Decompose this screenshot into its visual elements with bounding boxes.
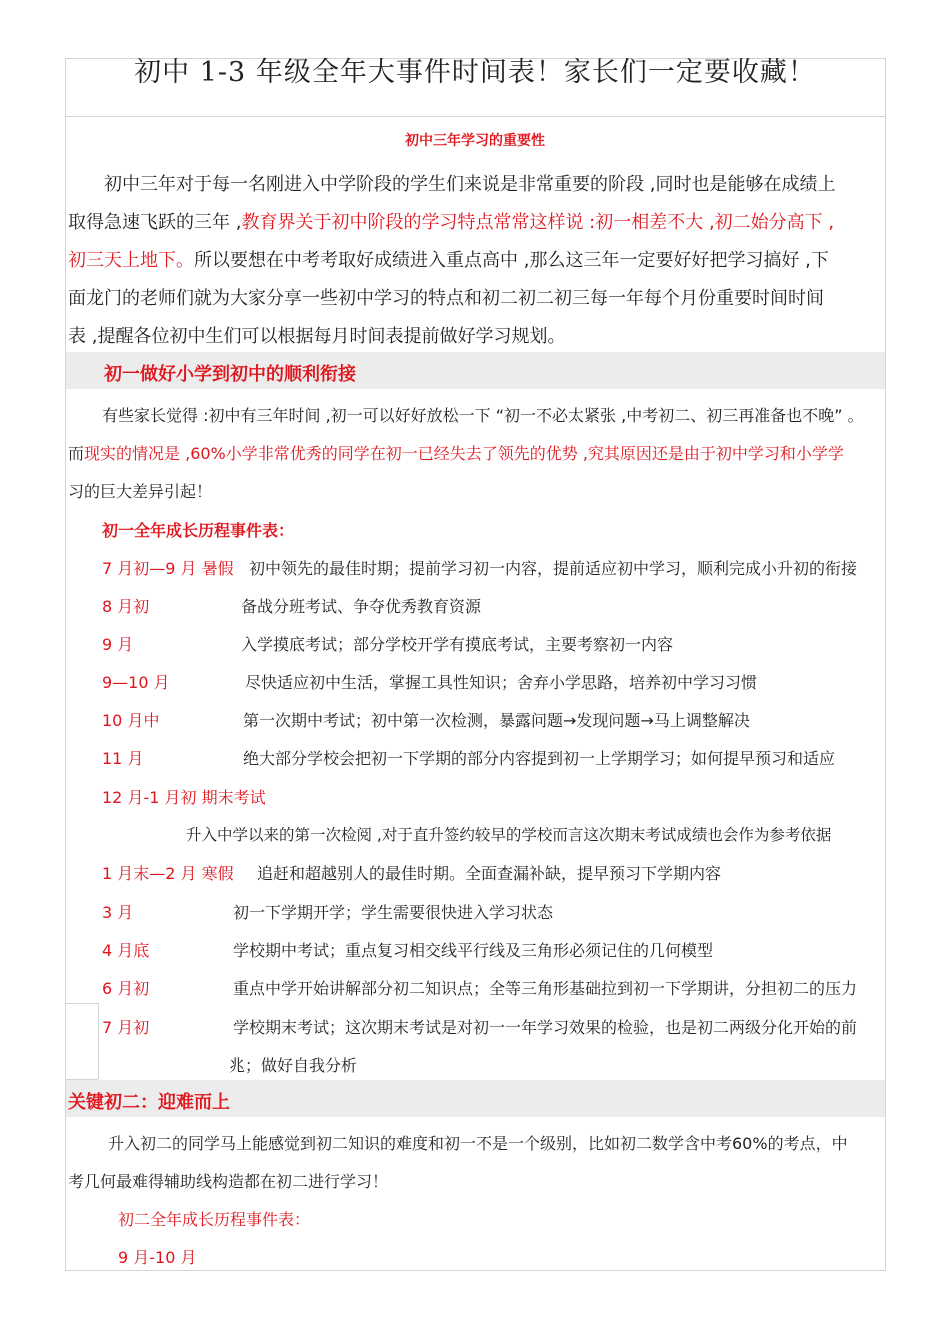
event-desc: 备战分班考试、争夺优秀教育资源	[241, 597, 482, 616]
grade1-para-line-1: 有些家长觉得 :初中有三年时间 ,初一可以好好放松一下 “初一不必太紧张 ,中考初二、初三再准备也不晚” 。	[102, 406, 864, 425]
event-date: 8 月初	[102, 597, 150, 616]
event-desc-continued: 兆；做好自我分析	[229, 1056, 358, 1075]
frame-right-border	[885, 58, 886, 1270]
intro-line-1: 初中三年对于每一名刚进入中学阶段的学生们来说是非常重要的阶段 ,同时也是能够在成绩上	[104, 174, 836, 195]
grade1-heading: 初一做好小学到初中的顺利衔接	[104, 364, 356, 385]
grade2-para-line-1: 升入初二的同学马上能感觉到初二知识的难度和初一不是一个级别，比如初二数学含中考60%的考点，中	[108, 1134, 848, 1153]
event-desc: 入学摸底考试；部分学校开学有摸底考试，主要考察初一内容	[241, 635, 674, 654]
event-desc: 第一次期中考试；初中第一次检测，暴露问题→发现问题→马上调整解决	[243, 711, 750, 730]
intro-line-5: 表 ,提醒各位初中生们可以根据每月时间表提前做好学习规划。	[68, 326, 566, 347]
event-date: 1 月末—2 月 寒假	[102, 864, 234, 883]
grade2-heading: 关键初二：迎难而上	[68, 1092, 230, 1113]
event-desc: 尽快适应初中生活，掌握工具性知识；舍弃小学思路，培养初中学习习惯	[245, 673, 758, 692]
event-date: 9 月-10 月	[118, 1248, 197, 1267]
event-desc: 初中领先的最佳时期；提前学习初一内容，提前适应初中学习，顺利完成小升初的衔接	[249, 559, 858, 578]
intro-line-3: 初三天上地下。所以要想在中考考取好成绩进入重点高中 ,那么这三年一定要好好把学习搞好 ,下	[68, 250, 829, 271]
event-date: 7 月初	[102, 1018, 150, 1037]
event-date: 4 月底	[102, 941, 150, 960]
event-desc: 学校期末考试；这次期末考试是对初一一年学习效果的检验，也是初二两级分化开始的前	[233, 1018, 858, 1037]
event-date: 11 月	[102, 749, 144, 768]
event-date: 9—10 月	[102, 673, 170, 692]
grade2-events-title: 初二全年成长历程事件表：	[118, 1210, 311, 1229]
event-date: 3 月	[102, 903, 134, 922]
event-date: 10 月中	[102, 711, 160, 730]
event-date: 9 月	[102, 635, 134, 654]
event-date: 6 月初	[102, 979, 150, 998]
grade1-para-line-2: 而现实的情况是 ,60%小学非常优秀的同学在初一已经失去了领先的优势 ,究其原因还是由于初中学习和小学学	[68, 444, 844, 463]
grade1-para-line-3: 习的巨大差异引起！	[68, 482, 213, 501]
intro-line-2: 取得急速飞跃的三年 ,教育界关于初中阶段的学习特点常常这样说 :初一相差不大 ,初二始分高下 ,	[68, 212, 835, 233]
event-date: 7 月初—9 月 暑假	[102, 559, 234, 578]
event-desc: 追赶和超越别人的最佳时期。全面查漏补缺，提早预习下学期内容	[257, 864, 722, 883]
intro-heading: 初中三年学习的重要性	[405, 133, 545, 149]
grade1-events-title: 初一全年成长历程事件表：	[102, 521, 295, 540]
grade2-para-line-2: 考几何最难得辅助线构造都在初二进行学习！	[68, 1172, 389, 1191]
title-divider	[65, 116, 886, 117]
notch-top	[65, 1003, 98, 1004]
event-desc: 学校期中考试；重点复习相交线平行线及三角形必须记住的几何模型	[233, 941, 714, 960]
event-desc: 初一下学期开学；学生需要很快进入学习状态	[233, 903, 554, 922]
event-desc: 升入中学以来的第一次检阅 ,对于直升签约较早的学校而言这次期末考试成绩也会作为参考依据	[186, 826, 832, 844]
event-desc: 绝大部分学校会把初一下学期的部分内容提到初一上学期学习；如何提早预习和适应	[243, 749, 836, 768]
frame-bottom-border	[65, 1270, 886, 1271]
intro-line-4: 面龙门的老师们就为大家分享一些初中学习的特点和初二初二初三每一年每个月份重要时间时间	[68, 288, 824, 309]
notch-right	[98, 1003, 99, 1079]
event-desc: 重点中学开始讲解部分初二知识点；全等三角形基础拉到初一下学期讲，分担初二的压力	[233, 979, 858, 998]
event-date: 12 月-1 月初 期末考试	[102, 788, 266, 807]
page-title: 初中 1-3 年级全年大事件时间表！家长们一定要收藏！	[134, 57, 816, 88]
